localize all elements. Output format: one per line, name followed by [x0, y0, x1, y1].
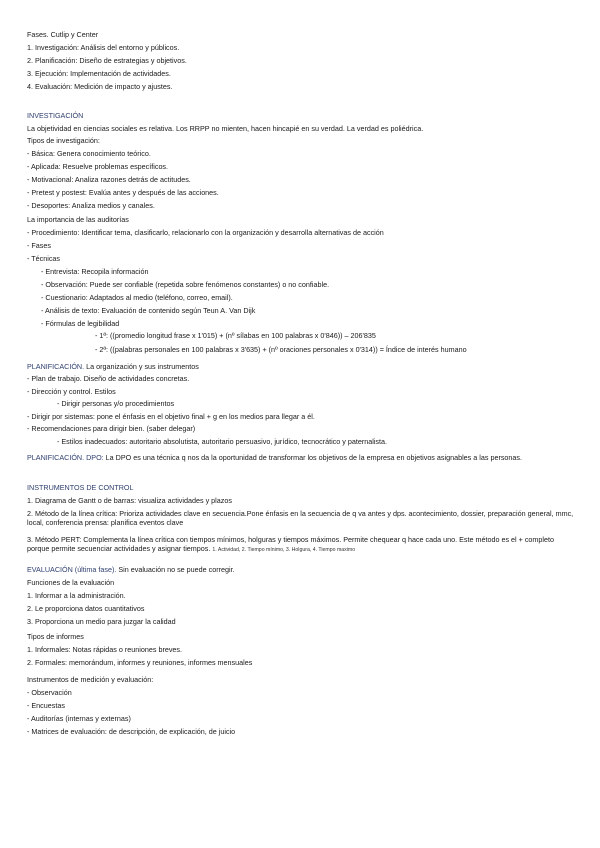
section-heading-planificacion: PLANIFICACIÓN. La organización y sus instrumentos — [27, 362, 199, 371]
informes-title: Tipos de informes — [27, 632, 84, 641]
list-item: - Fases — [27, 241, 51, 250]
list-item: 1. Informales: Notas rápidas o reuniones breves. — [27, 645, 183, 654]
list-item: - Entrevista: Recopila información — [41, 267, 149, 276]
investigacion-intro: La objetividad en ciencias sociales es relativa. Los RRPP no mienten, hacen hincapié en su verdad. La verdad es poliédrica. — [27, 124, 424, 133]
list-item: - Análisis de texto: Evaluación de contenido según Teun A. Van Dijk — [41, 306, 256, 315]
section-heading-investigacion: INVESTIGACIÓN — [27, 111, 84, 120]
list-item: - Matrices de evaluación: de descripción, de explicación, de juicio — [27, 727, 236, 736]
list-item: - Básica: Genera conocimiento teórico. — [27, 149, 151, 158]
list-item: - Observación: Puede ser confiable (repetida sobre fenómenos constantes) o no confiable. — [41, 280, 330, 289]
list-item: - Recomendaciones para dirigir bien. (saber delegar) — [27, 424, 196, 433]
list-item: 3. Método PERT: Complementa la línea crítica con tiempos mínimos, holguras y tiempos máximos. Permite chequear q hace cada uno. Este método es el + completo porque permite secuenciar actividades y asignar tiempos. 1. Actividad, 2. Tiempo mínimo, 3. Holgura, 4. Tiempo maximo — [27, 535, 555, 553]
phase-item: 2. Planificación: Diseño de estrategias y objetivos. — [27, 56, 187, 65]
phases-title: Fases. Cutlip y Center — [27, 30, 99, 39]
list-item: - Auditorías (internas y externas) — [27, 714, 131, 723]
list-item: - Procedimiento: Identificar tema, clasificarlo, relacionarlo con la organización y desarrolla alternativas de acción — [27, 228, 384, 237]
dpo-paragraph: PLANIFICACIÓN. DPO: La DPO es una técnica q nos da la oportunidad de transformar los objetivos de la empresa en objetivos asignables a las personas. — [27, 453, 523, 462]
list-item: - Pretest y postest: Evalúa antes y después de las acciones. — [27, 188, 219, 197]
list-item: 2. Formales: memorándum, informes y reuniones, informes mensuales — [27, 658, 253, 667]
list-item: 1. Informar a la administración. — [27, 591, 126, 600]
tipos-title: Tipos de investigación: — [27, 136, 100, 145]
list-item: - Observación — [27, 688, 72, 697]
list-item: 2. Le proporciona datos cuantitativos — [27, 604, 145, 613]
list-item: - Dirigir personas y/o procedimientos — [57, 399, 175, 408]
section-heading-control: INSTRUMENTOS DE CONTROL — [27, 483, 134, 492]
phase-item: 4. Evaluación: Medición de impacto y ajustes. — [27, 82, 173, 91]
formula-line: - 1ª: ((promedio longitud frase x 1'015) + (nº sílabas en 100 palabras x 0'846)) – 206'835 — [95, 331, 376, 340]
list-item: - Motivacional: Analiza razones detrás de actitudes. — [27, 175, 191, 184]
list-item: - Desoportes: Analiza medios y canales. — [27, 201, 155, 210]
section-heading-evaluacion: EVALUACIÓN (última fase). Sin evaluación no se puede corregir. — [27, 565, 235, 574]
list-item: - Dirigir por sistemas: pone el énfasis en el objetivo final + g en los medios para llegar a él. — [27, 412, 315, 421]
list-item: - Técnicas — [27, 254, 61, 263]
list-item: - Encuestas — [27, 701, 65, 710]
auditorias-title: La importancia de las auditorías — [27, 215, 129, 224]
list-item: - Plan de trabajo. Diseño de actividades concretas. — [27, 374, 190, 383]
list-item: - Cuestionario: Adaptados al medio (teléfono, correo, email). — [41, 293, 233, 302]
list-item: 2. Método de la línea crítica: Prioriza actividades clave en secuencia.Pone énfasis en la secuencia de q va antes y dps. acontecimiento, dossier, preparación general, mmc, local, conferencia prensa: planifica eventos clave — [27, 509, 574, 527]
list-item: 1. Diagrama de Gantt o de barras: visualiza actividades y plazos — [27, 496, 232, 505]
instrumentos-title: Instrumentos de medición y evaluación: — [27, 675, 154, 684]
pert-note: 1. Actividad, 2. Tiempo mínimo, 3. Holgura, 4. Tiempo maximo — [212, 547, 356, 553]
list-item: - Estilos inadecuados: autoritario absolutista, autoritario persuasivo, jurídico, tecnocrático y paternalista. — [57, 437, 387, 446]
phase-item: 3. Ejecución: Implementación de actividades. — [27, 69, 171, 78]
formula-line: - 2ª: ((palabras personales en 100 palabras x 3'635) + (nº oraciones personales x 0'314)) = Índice de interés humano — [95, 345, 467, 354]
list-item: - Dirección y control. Estilos — [27, 387, 116, 396]
funciones-title: Funciones de la evaluación — [27, 578, 115, 587]
list-item: 3. Proporciona un medio para juzgar la calidad — [27, 617, 176, 626]
phase-item: 1. Investigación: Análisis del entorno y públicos. — [27, 43, 180, 52]
list-item: - Fórmulas de legibilidad — [41, 319, 120, 328]
list-item: - Aplicada: Resuelve problemas específicos. — [27, 162, 169, 171]
